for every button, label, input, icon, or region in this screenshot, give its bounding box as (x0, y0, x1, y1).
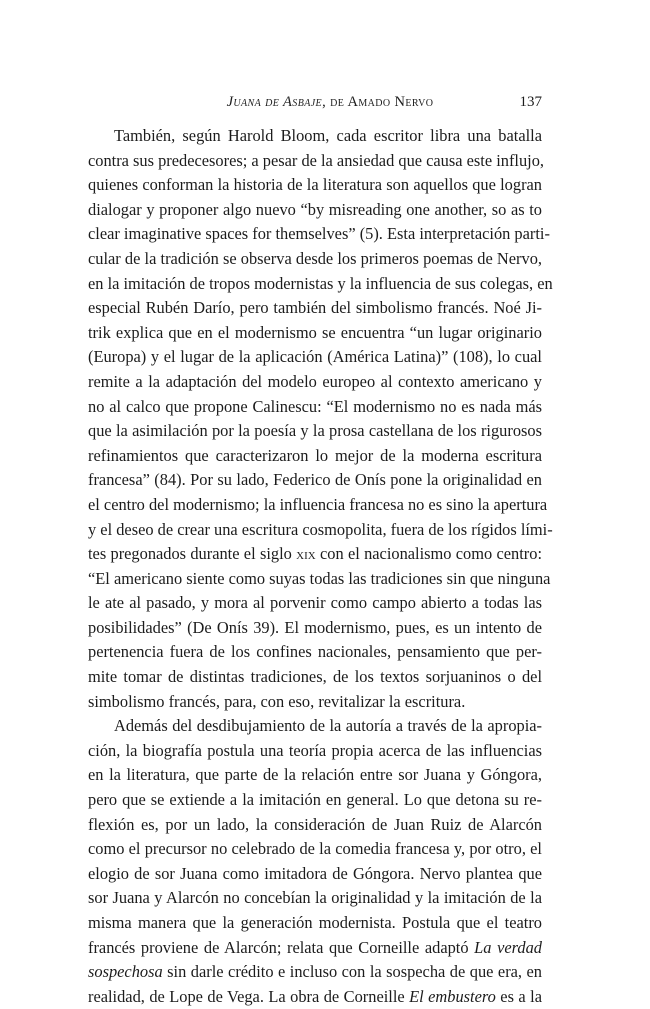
text-line (88, 690, 542, 715)
text-line (88, 591, 542, 616)
text-run: clear imaginative spaces for themselves” (5). Esta interpretación parti- (88, 224, 550, 244)
text-run: sor Juana y Alarcón no concebían la originalidad y la imitación de la (88, 888, 542, 908)
text-line (88, 345, 542, 370)
text-line (88, 518, 553, 543)
text-run: en la imitación de tropos modernistas y la influencia de sus colegas, en (88, 273, 553, 293)
text-run: francesa” (84). Por su lado, Federico de Onís pone la originalidad en (88, 470, 542, 490)
text-line (88, 272, 553, 297)
text-run: remite a la adaptación del modelo europeo al contexto americano y (88, 371, 542, 391)
text-run: dialogar y proponer algo nuevo “by misreading one another, so as to (88, 199, 542, 219)
text-line (88, 985, 542, 1009)
text-run: sin darle crédito e incluso con la sospecha de que era, en (162, 962, 542, 982)
text-line (88, 763, 542, 788)
running-head (118, 92, 542, 112)
text-line (88, 222, 550, 247)
text-run: simbolismo francés, para, con eso, revitalizar la escritura. (88, 691, 466, 711)
text-run: en la literatura, que parte de la relación entre sor Juana y Góngora, (88, 765, 542, 785)
body-text (88, 124, 553, 1009)
text-line (88, 936, 542, 961)
text-run: (Europa) y el lugar de la aplicación (América Latina)” (108), lo cual (88, 347, 542, 367)
italic-title: sospechosa (88, 962, 163, 982)
text-line (88, 468, 542, 493)
text-run: el centro del modernismo; la influencia francesa no es sino la apertura (88, 494, 548, 514)
text-run: mite tomar de distintas tradiciones, de los textos sorjuaninos o del (88, 667, 542, 687)
text-run: posibilidades” (De Onís 39). El modernismo, pues, es un intento de (88, 617, 542, 637)
italic-title: La verdad (474, 937, 542, 957)
text-run: tes pregonados durante el siglo (88, 544, 297, 564)
text-run: pero que se extiende a la imitación en general. Lo que detona su re- (88, 790, 542, 810)
text-run: misma manera que la generación modernista. Postula que el teatro (88, 913, 542, 932)
text-line (88, 886, 542, 911)
running-head-author: , de Amado Nervo (322, 94, 434, 110)
text-run: y el deseo de crear una escritura cosmopolita, fuera de los rígidos lími- (88, 519, 553, 539)
text-line (88, 542, 542, 567)
text-run: le ate al pasado, y mora al porvenir como campo abierto a todas las (88, 593, 542, 613)
text-line (88, 911, 542, 936)
text-line (88, 321, 542, 346)
text-run: cular de la tradición se observa desde los primeros poemas de Nervo, (88, 248, 542, 268)
text-run: Además del desdibujamiento de la autoría a través de la apropia- (114, 716, 542, 736)
text-line (88, 616, 542, 641)
text-line (88, 124, 542, 149)
text-run: como el precursor no celebrado de la comedia francesa y, por otro, el (88, 839, 542, 859)
running-head-book-title: Juana de Asbaje (226, 94, 323, 110)
text-line (88, 837, 542, 862)
text-line (88, 640, 542, 665)
text-run: especial Rubén Darío, pero también del simbolismo francés. Noé Ji- (88, 298, 542, 318)
text-run: francés proviene de Alarcón; relata que Corneille adaptó (88, 937, 475, 957)
text-run: contra sus predecesores; a pesar de la ansiedad que causa este influjo, (88, 150, 545, 170)
text-run: trik explica que en el modernismo se encuentra “un lugar originario (88, 322, 542, 342)
text-run: quienes conforman la historia de la literatura son aquellos que logran (88, 175, 542, 195)
text-run: con el nacionalismo como centro: (315, 544, 542, 564)
text-line (88, 444, 542, 469)
text-line (88, 714, 542, 739)
text-run: ción, la biografía postula una teoría propia acerca de las influencias (88, 740, 542, 760)
text-run: refinamientos que caracterizaron lo mejor de la moderna escritura (88, 445, 542, 465)
text-line (88, 739, 542, 764)
italic-title: El embustero (409, 986, 496, 1006)
text-line (88, 862, 542, 887)
text-run: xix (296, 544, 316, 564)
text-line (88, 149, 545, 174)
text-line (88, 665, 542, 690)
text-line (88, 198, 542, 223)
text-run: es a la (495, 986, 542, 1006)
text-line (88, 395, 542, 420)
text-run: “El americano siente como suyas todas las tradiciones sin que ninguna (88, 568, 551, 588)
text-line (88, 493, 548, 518)
text-line (88, 788, 542, 813)
text-line (88, 173, 542, 198)
text-line (88, 567, 551, 592)
text-line (88, 370, 542, 395)
text-run: flexión es, por un lado, la consideración de Juan Ruiz de Alarcón (88, 814, 542, 834)
text-run: no al calco que propone Calinescu: “El modernismo no es nada más (88, 396, 542, 416)
text-run: pertenencia fuera de los confines nacionales, pensamiento que per- (88, 642, 542, 662)
text-run: También, según Harold Bloom, cada escritor libra una batalla (114, 126, 542, 145)
text-run: que la asimilación por la poesía y la prosa castellana de los rigurosos (88, 421, 542, 441)
text-line (88, 960, 542, 985)
text-line (88, 813, 542, 838)
text-run: elogio de sor Juana como imitadora de Góngora. Nervo plantea que (88, 863, 542, 883)
page-number: 137 (519, 94, 542, 110)
text-line (88, 296, 542, 321)
running-head-title (118, 92, 542, 112)
text-run: realidad, de Lope de Vega. La obra de Corneille (88, 986, 410, 1006)
text-line (88, 419, 542, 444)
text-line (88, 247, 542, 272)
